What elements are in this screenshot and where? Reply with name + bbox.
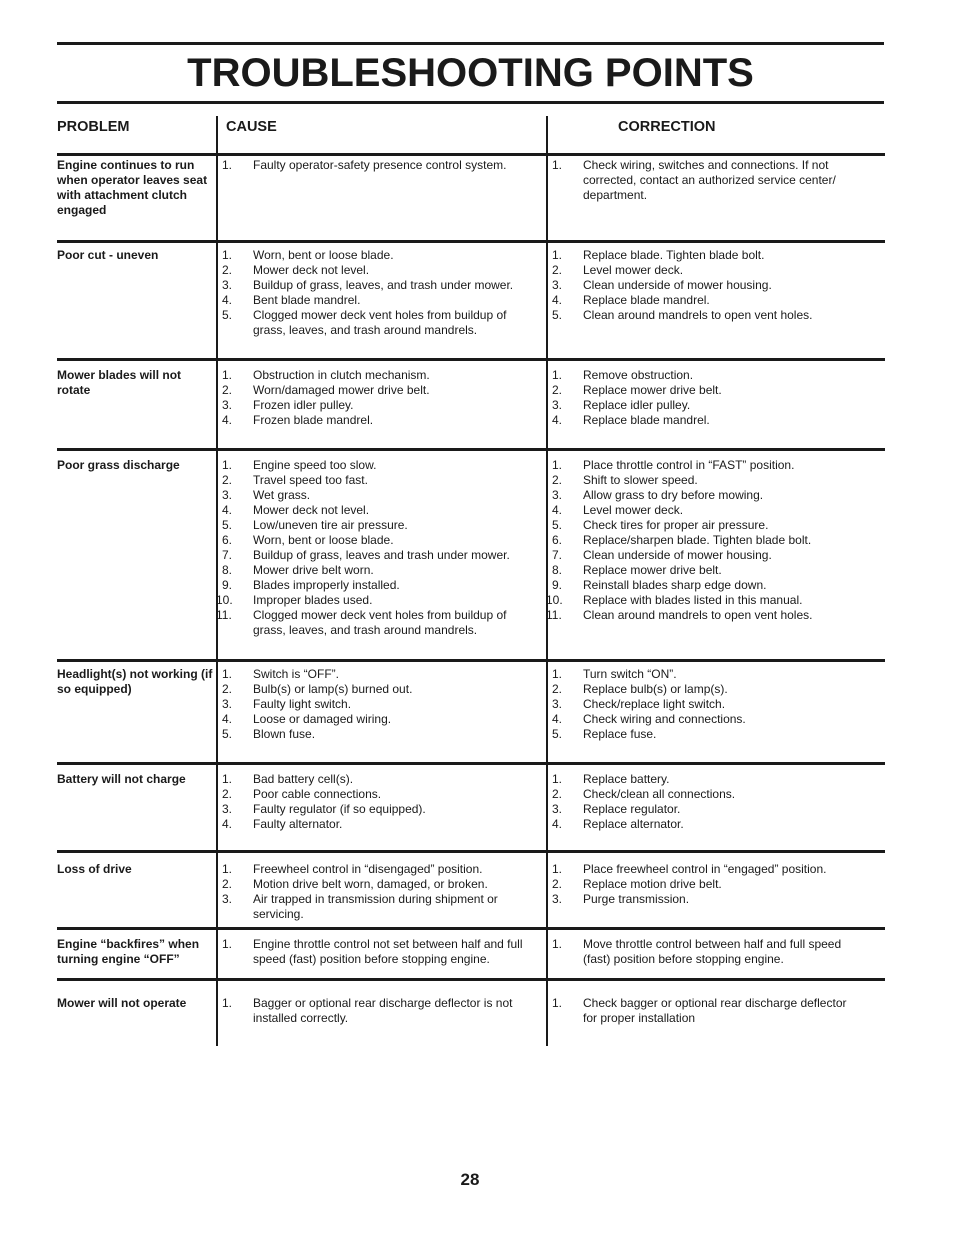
correction-list xyxy=(552,248,857,323)
item-text: Low/uneven tire air pressure. xyxy=(253,518,408,532)
item-number: 2. xyxy=(552,473,563,487)
item-text: Replace mower drive belt. xyxy=(583,563,722,577)
list-item xyxy=(222,667,527,682)
list-item xyxy=(222,817,527,832)
item-text: Check/replace light switch. xyxy=(583,697,726,711)
header-correction: CORRECTION xyxy=(618,119,716,135)
list-item xyxy=(222,548,527,563)
item-text: Clogged mower deck vent holes from buildup of grass, leaves, and trash around mandrels. xyxy=(253,308,507,337)
list-item xyxy=(222,518,527,533)
problem-cell: Mower will not operate xyxy=(57,996,187,1010)
item-text: Worn/damaged mower drive belt. xyxy=(253,383,430,397)
problem-cell: Engine “backfires” when turning engine “OFF” xyxy=(57,937,200,966)
item-number: 4. xyxy=(552,712,563,726)
list-item xyxy=(546,593,857,608)
item-text: Bulb(s) or lamp(s) burned out. xyxy=(253,682,413,696)
item-number: 4. xyxy=(222,712,233,726)
list-item xyxy=(552,488,857,503)
item-number: 2. xyxy=(222,473,233,487)
row-separator xyxy=(57,927,885,930)
item-number: 3. xyxy=(552,892,563,906)
list-item xyxy=(222,458,527,473)
item-text: Clean underside of mower housing. xyxy=(583,548,772,562)
list-item xyxy=(222,787,527,802)
list-item xyxy=(546,608,857,623)
item-number: 3. xyxy=(552,802,563,816)
list-item xyxy=(552,503,857,518)
item-number: 1. xyxy=(222,158,233,172)
item-number: 3. xyxy=(222,488,233,502)
list-item xyxy=(222,158,527,173)
list-item xyxy=(222,248,527,263)
item-text: Replace idler pulley. xyxy=(583,398,691,412)
item-text: Improper blades used. xyxy=(253,593,373,607)
item-text: Remove obstruction. xyxy=(583,368,694,382)
item-text: Check wiring and connections. xyxy=(583,712,746,726)
item-number: 4. xyxy=(552,293,563,307)
item-number: 4. xyxy=(222,503,233,517)
item-number: 3. xyxy=(222,278,233,292)
list-item xyxy=(222,877,527,892)
list-item xyxy=(552,248,857,263)
cause-list xyxy=(222,368,527,428)
correction-list xyxy=(552,862,857,907)
list-item xyxy=(552,533,857,548)
row-separator xyxy=(57,358,885,361)
correction-list xyxy=(546,458,857,623)
header-cause: CAUSE xyxy=(226,119,277,135)
item-number: 4. xyxy=(552,817,563,831)
item-number: 11. xyxy=(546,608,562,622)
list-item xyxy=(552,278,857,293)
cause-list xyxy=(222,772,527,832)
cause-list xyxy=(222,158,527,173)
cause-list xyxy=(222,667,527,742)
row-separator xyxy=(57,659,885,662)
list-item xyxy=(552,368,857,383)
item-text: Blades improperly installed. xyxy=(253,578,400,592)
list-item xyxy=(552,398,857,413)
row-separator xyxy=(57,448,885,451)
item-text: Replace blade mandrel. xyxy=(583,413,710,427)
item-text: Clean underside of mower housing. xyxy=(583,278,772,292)
list-item xyxy=(552,458,857,473)
list-item xyxy=(222,503,527,518)
item-number: 1. xyxy=(222,248,233,262)
item-number: 3. xyxy=(222,892,233,906)
item-number: 2. xyxy=(552,263,563,277)
item-number: 5. xyxy=(222,308,233,322)
item-text: Bad battery cell(s). xyxy=(253,772,354,786)
problem-cell: Poor cut - uneven xyxy=(57,248,159,262)
item-text: Move throttle control between half and full speed (fast) position before stopping engine. xyxy=(583,937,842,966)
item-number: 3. xyxy=(222,398,233,412)
item-number: 3. xyxy=(222,802,233,816)
item-number: 4. xyxy=(222,413,233,427)
item-number: 4. xyxy=(222,817,233,831)
list-item xyxy=(222,308,527,338)
list-item xyxy=(222,682,527,697)
list-item xyxy=(222,293,527,308)
list-item xyxy=(552,937,857,967)
item-number: 1. xyxy=(552,937,563,951)
item-text: Place throttle control in “FAST” position. xyxy=(583,458,795,472)
item-number: 2. xyxy=(552,787,563,801)
row-separator xyxy=(57,762,885,765)
row-separator xyxy=(57,850,885,853)
item-text: Worn, bent or loose blade. xyxy=(253,533,394,547)
item-text: Switch is “OFF”. xyxy=(253,667,339,681)
list-item xyxy=(552,892,857,907)
list-item xyxy=(552,667,857,682)
item-text: Worn, bent or loose blade. xyxy=(253,248,394,262)
list-item xyxy=(222,398,527,413)
row-separator xyxy=(57,978,885,981)
item-number: 2. xyxy=(552,682,563,696)
item-text: Bagger or optional rear discharge deflector is not installed correctly. xyxy=(253,996,513,1025)
item-text: Engine throttle control not set between half and full speed (fast) position before stopping engine. xyxy=(253,937,523,966)
item-number: 1. xyxy=(552,772,563,786)
list-item xyxy=(552,548,857,563)
item-text: Mower deck not level. xyxy=(253,503,370,517)
item-number: 5. xyxy=(222,518,233,532)
cause-list xyxy=(222,248,527,338)
list-item xyxy=(552,158,857,203)
list-item xyxy=(222,996,527,1026)
item-text: Faulty alternator. xyxy=(253,817,343,831)
list-item xyxy=(552,877,857,892)
item-number: 2. xyxy=(222,787,233,801)
list-item xyxy=(222,697,527,712)
list-item xyxy=(222,937,527,967)
list-item xyxy=(222,578,527,593)
list-item xyxy=(222,727,527,742)
item-text: Engine speed too slow. xyxy=(253,458,377,472)
item-text: Faulty operator-safety presence control system. xyxy=(253,158,507,172)
item-text: Replace blade. Tighten blade bolt. xyxy=(583,248,765,262)
item-number: 7. xyxy=(222,548,233,562)
list-item xyxy=(222,892,527,922)
item-number: 1. xyxy=(222,368,233,382)
item-number: 1. xyxy=(552,862,563,876)
correction-list xyxy=(552,772,857,832)
item-text: Faulty regulator (if so equipped). xyxy=(253,802,426,816)
list-item xyxy=(552,682,857,697)
list-item xyxy=(552,996,857,1026)
item-number: 6. xyxy=(552,533,563,547)
item-text: Clogged mower deck vent holes from buildup of grass, leaves, and trash around mandrels. xyxy=(253,608,507,637)
list-item xyxy=(552,772,857,787)
item-text: Replace regulator. xyxy=(583,802,681,816)
item-text: Air trapped in transmission during shipment or servicing. xyxy=(253,892,498,921)
page-title: TROUBLESHOOTING POINTS xyxy=(187,51,754,95)
item-text: Shift to slower speed. xyxy=(583,473,698,487)
item-text: Replace mower drive belt. xyxy=(583,383,722,397)
list-item xyxy=(222,488,527,503)
list-item xyxy=(552,293,857,308)
item-number: 4. xyxy=(552,413,563,427)
list-item xyxy=(222,383,527,398)
item-number: 1. xyxy=(552,458,563,472)
item-number: 4. xyxy=(222,293,233,307)
item-number: 7. xyxy=(552,548,563,562)
list-item xyxy=(552,413,857,428)
item-number: 1. xyxy=(222,862,233,876)
item-number: 11. xyxy=(216,608,232,622)
list-item xyxy=(552,473,857,488)
item-number: 5. xyxy=(552,727,563,741)
item-text: Turn switch “ON”. xyxy=(583,667,677,681)
item-number: 10. xyxy=(216,593,233,607)
correction-list xyxy=(552,937,857,967)
item-number: 5. xyxy=(552,308,563,322)
item-text: Faulty light switch. xyxy=(253,697,352,711)
list-item xyxy=(552,263,857,278)
item-text: Replace battery. xyxy=(583,772,670,786)
item-number: 10. xyxy=(546,593,563,607)
item-text: Blown fuse. xyxy=(253,727,316,741)
item-number: 1. xyxy=(222,772,233,786)
list-item xyxy=(552,578,857,593)
item-number: 1. xyxy=(552,667,563,681)
list-item xyxy=(552,817,857,832)
item-text: Clean around mandrels to open vent holes. xyxy=(583,308,813,322)
problem-cell: Engine continues to run when operator leaves seat with attachment clutch engaged xyxy=(57,158,208,217)
item-text: Check tires for proper air pressure. xyxy=(583,518,769,532)
header-problem: PROBLEM xyxy=(57,119,130,135)
item-text: Level mower deck. xyxy=(583,263,684,277)
list-item xyxy=(222,278,527,293)
cause-list xyxy=(216,458,527,638)
item-text: Mower deck not level. xyxy=(253,263,370,277)
item-number: 2. xyxy=(552,383,563,397)
correction-list xyxy=(552,996,857,1026)
item-number: 1. xyxy=(222,458,233,472)
problem-cell: Poor grass discharge xyxy=(57,458,180,472)
item-text: Replace/sharpen blade. Tighten blade bolt. xyxy=(583,533,812,547)
item-text: Obstruction in clutch mechanism. xyxy=(253,368,430,382)
item-number: 2. xyxy=(552,877,563,891)
item-number: 9. xyxy=(222,578,233,592)
item-number: 9. xyxy=(552,578,563,592)
list-item xyxy=(222,772,527,787)
item-text: Level mower deck. xyxy=(583,503,684,517)
item-text: Bent blade mandrel. xyxy=(253,293,361,307)
correction-list xyxy=(552,368,857,428)
item-text: Clean around mandrels to open vent holes. xyxy=(583,608,813,622)
list-item xyxy=(552,862,857,877)
item-text: Replace motion drive belt. xyxy=(583,877,722,891)
problem-cell: Battery will not charge xyxy=(57,772,186,786)
item-text: Replace alternator. xyxy=(583,817,684,831)
list-item xyxy=(552,802,857,817)
list-item xyxy=(552,727,857,742)
item-number: 5. xyxy=(552,518,563,532)
item-text: Wet grass. xyxy=(253,488,311,502)
list-item xyxy=(222,413,527,428)
item-number: 3. xyxy=(222,697,233,711)
item-number: 3. xyxy=(552,488,563,502)
item-number: 1. xyxy=(552,996,563,1010)
correction-list xyxy=(552,158,857,203)
problem-cell: Mower blades will not rotate xyxy=(57,368,182,397)
list-item xyxy=(222,368,527,383)
item-number: 3. xyxy=(552,697,563,711)
item-number: 1. xyxy=(552,158,563,172)
cause-list xyxy=(222,937,527,967)
item-text: Replace blade mandrel. xyxy=(583,293,710,307)
problem-cell: Loss of drive xyxy=(57,862,132,876)
item-text: Motion drive belt worn, damaged, or broken. xyxy=(253,877,488,891)
problem-cell: Headlight(s) not working (if so equipped) xyxy=(57,667,213,696)
list-item xyxy=(552,518,857,533)
item-text: Freewheel control in “disengaged” position. xyxy=(253,862,483,876)
list-item xyxy=(552,308,857,323)
list-item xyxy=(222,263,527,278)
item-text: Frozen blade mandrel. xyxy=(253,413,374,427)
item-number: 1. xyxy=(222,667,233,681)
item-text: Check/clean all connections. xyxy=(583,787,736,801)
list-item xyxy=(222,473,527,488)
list-item xyxy=(216,593,527,608)
item-text: Place freewheel control in “engaged” position. xyxy=(583,862,827,876)
item-number: 1. xyxy=(552,248,563,262)
item-text: Poor cable connections. xyxy=(253,787,382,801)
item-number: 3. xyxy=(552,278,563,292)
item-text: Buildup of grass, leaves, and trash under mower. xyxy=(253,278,514,292)
item-number: 2. xyxy=(222,383,233,397)
list-item xyxy=(222,563,527,578)
page-number: 28 xyxy=(460,1170,480,1189)
item-text: Travel speed too fast. xyxy=(253,473,368,487)
list-item xyxy=(222,862,527,877)
item-text: Check wiring, switches and connections. If not corrected, contact an authorized service center/ department. xyxy=(583,158,836,202)
title-bar xyxy=(57,42,884,104)
item-text: Replace with blades listed in this manual. xyxy=(583,593,803,607)
list-item xyxy=(222,802,527,817)
item-number: 1. xyxy=(552,368,563,382)
item-number: 8. xyxy=(552,563,563,577)
list-item xyxy=(222,712,527,727)
item-text: Mower drive belt worn. xyxy=(253,563,374,577)
item-text: Reinstall blades sharp edge down. xyxy=(583,578,767,592)
item-text: Loose or damaged wiring. xyxy=(253,712,392,726)
item-number: 8. xyxy=(222,563,233,577)
list-item xyxy=(552,697,857,712)
item-text: Allow grass to dry before mowing. xyxy=(583,488,764,502)
row-separator xyxy=(57,240,885,243)
item-text: Replace bulb(s) or lamp(s). xyxy=(583,682,728,696)
item-number: 5. xyxy=(222,727,233,741)
item-number: 1. xyxy=(222,937,233,951)
cause-list xyxy=(222,996,527,1026)
list-item xyxy=(552,712,857,727)
list-item xyxy=(552,383,857,398)
item-number: 2. xyxy=(222,682,233,696)
item-text: Purge transmission. xyxy=(583,892,690,906)
item-number: 3. xyxy=(552,398,563,412)
cause-list xyxy=(222,862,527,922)
item-text: Frozen idler pulley. xyxy=(253,398,354,412)
item-text: Replace fuse. xyxy=(583,727,657,741)
item-number: 4. xyxy=(552,503,563,517)
column-divider-correction xyxy=(546,116,548,1046)
list-item xyxy=(552,563,857,578)
item-number: 6. xyxy=(222,533,233,547)
item-number: 2. xyxy=(222,263,233,277)
item-text: Check bagger or optional rear discharge deflector for proper installation xyxy=(583,996,847,1025)
row-separator xyxy=(57,153,885,156)
item-text: Buildup of grass, leaves and trash under mower. xyxy=(253,548,510,562)
item-number: 1. xyxy=(222,996,233,1010)
correction-list xyxy=(552,667,857,742)
item-number: 2. xyxy=(222,877,233,891)
list-item xyxy=(216,608,527,638)
list-item xyxy=(552,787,857,802)
list-item xyxy=(222,533,527,548)
